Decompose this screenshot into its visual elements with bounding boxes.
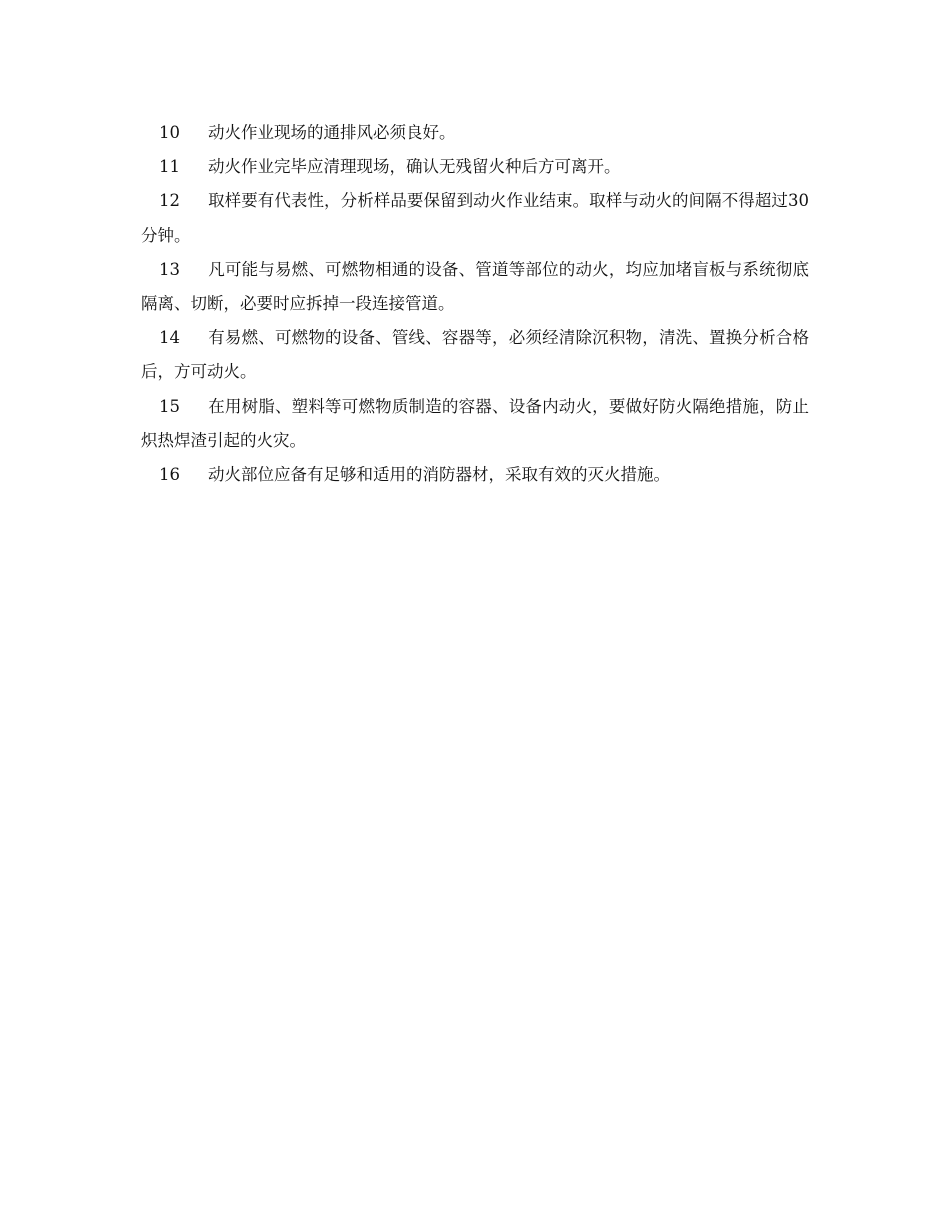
item-number: 13: [159, 259, 180, 279]
item-text: 有易燃、可燃物的设备、管线、容器等，必须经清除沉积物，清洗、置换分析合格后，方可动火。: [141, 328, 809, 382]
item-text: 取样要有代表性，分析样品要保留到动火作业结束。取样与动火的间隔不得超过30分钟。: [141, 191, 809, 245]
list-item: [141, 116, 809, 150]
item-number: 10: [159, 123, 180, 142]
list-item: [141, 390, 809, 458]
item-text: 动火部位应备有足够和适用的消防器材，采取有效的灭火措施。: [208, 465, 670, 485]
list-item: [141, 253, 809, 321]
item-number: 15: [159, 396, 180, 416]
document-body: [141, 116, 809, 492]
item-number: 12: [159, 191, 180, 211]
list-item: [141, 321, 809, 389]
item-number: 16: [159, 465, 180, 485]
item-text: 凡可能与易燃、可燃物相通的设备、管道等部位的动火，均应加堵盲板与系统彻底隔离、切断，必要时应拆掉一段连接管道。: [141, 259, 809, 314]
item-text: 在用树脂、塑料等可燃物质制造的容器、设备内动火，要做好防火隔绝措施，防止炽热焊渣引起的火灾。: [141, 396, 809, 450]
item-number: 11: [159, 157, 180, 177]
item-text: 动火作业现场的通排风必须良好。: [208, 123, 456, 142]
list-item: [141, 458, 809, 492]
list-item: [141, 184, 809, 252]
list-item: [141, 150, 809, 184]
item-number: 14: [159, 328, 180, 348]
item-text: 动火作业完毕应清理现场，确认无残留火种后方可离开。: [208, 157, 621, 177]
